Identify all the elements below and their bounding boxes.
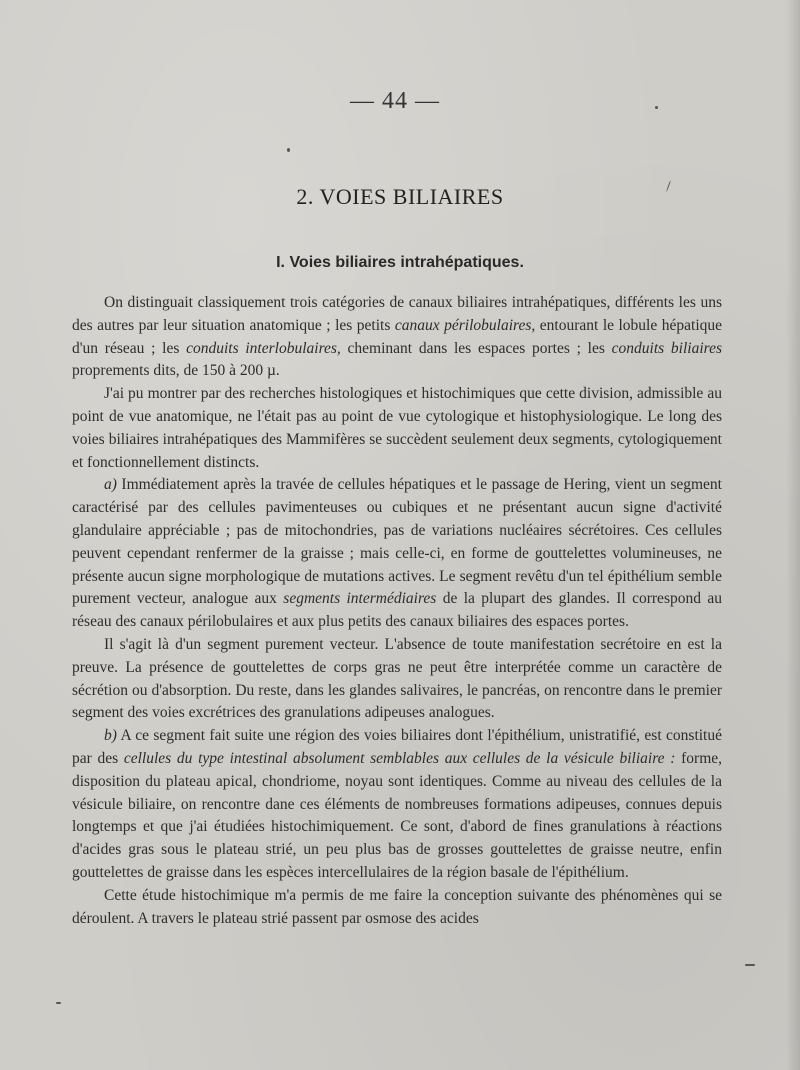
body-text-run: On distinguait classiquement trois catégories de canaux biliaires intrahépatiques, différents les uns des autres par leur situation anatomique ; les petits [72, 294, 722, 334]
paragraph [72, 474, 722, 634]
scan-speck [56, 1002, 61, 1004]
italic-text: b) [104, 727, 117, 745]
body-text-run: Cette étude histochimique m'a permis de me faire la conception suivante des phénomènes qui se déroulent. A travers le plateau strié passent par osmose des acides [72, 886, 722, 927]
paragraph [72, 885, 722, 931]
italic-text: conduits interlobulaires, [186, 339, 341, 357]
scan-speck [655, 106, 658, 109]
scan-speck [287, 148, 290, 152]
section-title: 2. VOIES BILIAIRES [296, 184, 504, 209]
scan-speck [666, 180, 671, 192]
subsection-title: I. Voies biliaires intrahépatiques. [276, 254, 524, 271]
paragraph [72, 725, 722, 885]
body-text [72, 292, 722, 930]
body-text-run: forme, disposition du plateau apical, chondriome, noyau sont identiques. Comme au niveau des cellules de la vésicule biliaire, on rencontre dane ces éléments de nombreuses formations adipeuses, connues depuis longtemps et que j'ai étudiées histochimiquement. Ce sont, d'abord de fines granulations à réactions d'acides gras sous le plateau strié, un peu plus bas de grosses gouttelettes de graisse neutre, enfin gouttelettes de graisse dans les espèces intercellulaires de la région basale de l'épithélium. [72, 749, 723, 881]
italic-text: conduits biliaires [611, 339, 722, 357]
italic-text: a) [104, 476, 117, 494]
body-text-run: proprements dits, de 150 à 200 µ. [72, 362, 280, 380]
paragraph [72, 383, 722, 474]
italic-text: cellules du type intestinal absolument semblables aux cellules de la vésicule biliaire : [123, 749, 676, 767]
italic-text: segments intermédiaires [283, 590, 437, 608]
body-text-run: Il s'agit là d'un segment purement vecteur. L'absence de toute manifestation secrétoire en est la preuve. La présence de gouttelettes de corps gras ne peut être interprétée comme un caractère de sécrétion ou d'absorption. Du reste, dans les glandes salivaires, le pancréas, on rencontre dans le premier segment des voies excrétrices des granulations adipeuses analogues. [72, 635, 722, 722]
body-text-run: cheminant dans les espaces portes ; les [340, 339, 612, 357]
body-text-run: entourant le lobule hépatique d'un réseau ; les [72, 316, 722, 357]
italic-text: canaux périlobulaires, [394, 316, 536, 334]
paragraph [72, 292, 722, 383]
page-edge-shadow [786, 0, 800, 1070]
scan-speck [745, 964, 755, 966]
paragraph [72, 634, 722, 725]
body-text-run: J'ai pu montrer par des recherches histologiques et histochimiques que cette division, admissible au point de vue anatomique, ne l'était pas au point de vue cytologique et histophysiologique. Le long des voies biliaires intrahépatiques des Mammifères se succèdent seulement deux segments, cytologiquement et fonctionnellement distincts. [72, 385, 722, 471]
body-text-run: Immédiatement après la travée de cellules hépatiques et le passage de Hering, vient un segment caractérisé par des cellules pavimenteuses ou cubiques et ne présentant aucun signe d'activité glandulaire appréciable ; pas de mitochondries, pas de variations nucléaires sécrétoires. Ces cellules peuvent cependant renfermer de la graisse ; mais celle-ci, en forme de gouttelettes volumineuses, ne présente aucun signe morphologique de mutations actives. Le segment revêtu d'un tel épithélium semble purement vecteur, analogue aux [72, 476, 722, 608]
page-number: — 44 — [350, 88, 440, 114]
body-text-run: A ce segment fait suite une région des voies biliaires dont l'épithélium, unistratifié, est constitué par des [72, 727, 722, 767]
body-text-run: de la plupart des glandes. Il correspond au réseau des canaux périlobulaires et aux plus petits des canaux biliaires des espaces portes. [72, 590, 722, 631]
